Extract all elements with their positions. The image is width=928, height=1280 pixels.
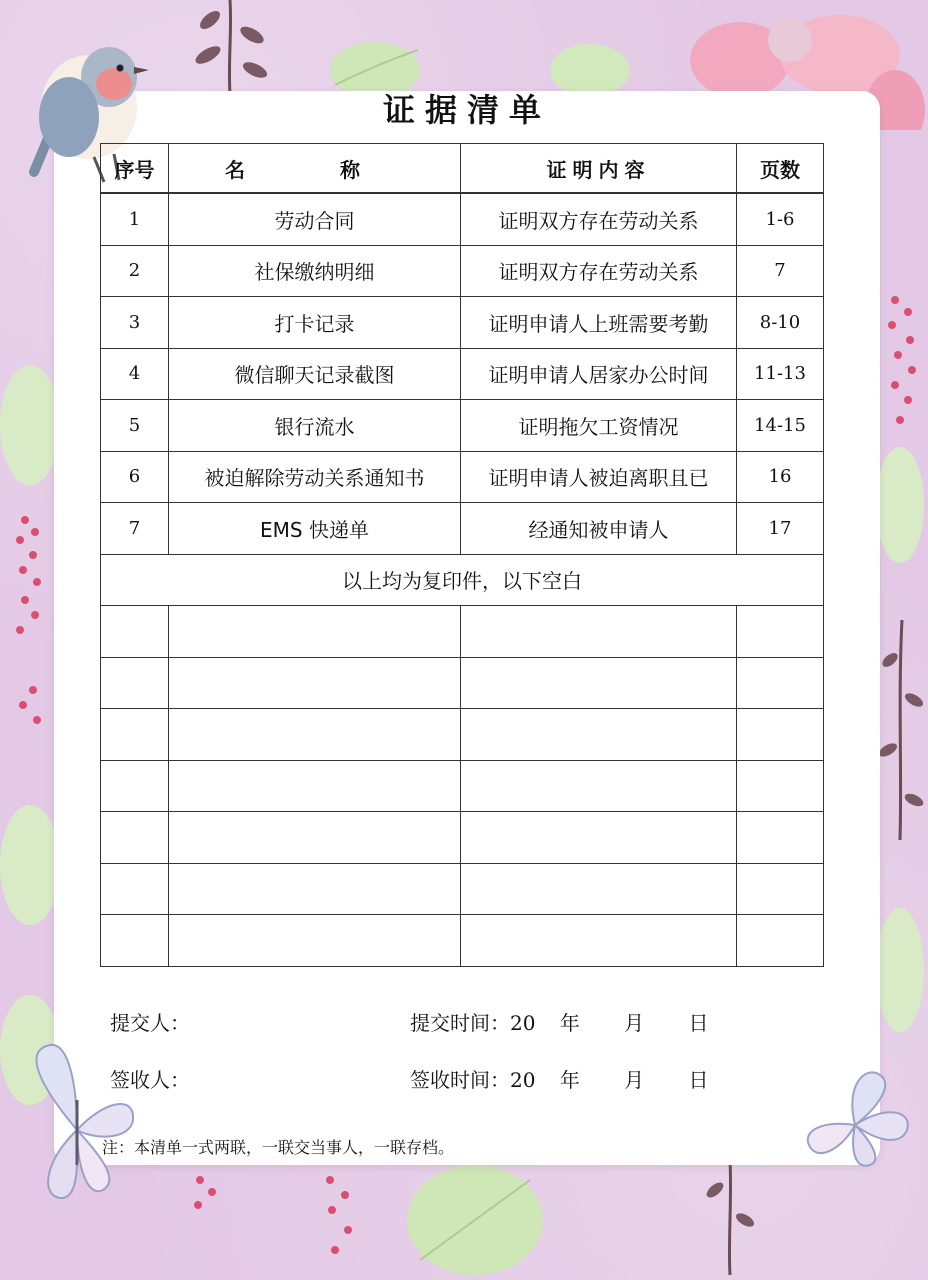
submit-time: [410, 1007, 709, 1036]
row-content: 证明拖欠工资情况: [461, 400, 737, 452]
row-no: 3: [101, 297, 169, 349]
empty-cell: [461, 657, 737, 709]
table-row: [101, 451, 824, 503]
berry-branch-left: [5, 510, 55, 740]
receiver-label: 签收人：: [110, 1068, 190, 1092]
submit-year-unit: 年: [559, 1011, 580, 1035]
table-row: [101, 194, 824, 246]
leaf-decoration-left-green: [0, 360, 54, 490]
empty-cell: [461, 915, 737, 967]
row-no: 2: [101, 245, 169, 297]
leaf-decoration-top-left: [170, 0, 290, 95]
leaf-decoration-right-green: [880, 440, 928, 570]
row-no: 1: [101, 194, 169, 246]
empty-cell: [169, 863, 461, 915]
row-no: 6: [101, 451, 169, 503]
receive-time-label: 签收时间：: [410, 1068, 510, 1092]
empty-cell: [737, 863, 824, 915]
receive-day-unit: 日: [688, 1068, 709, 1092]
empty-cell: [101, 760, 169, 812]
leaf-decoration-right-brown: [880, 620, 928, 840]
table-header-row: [101, 144, 824, 193]
row-content: 证明申请人上班需要考勤: [461, 297, 737, 349]
row-content: 证明申请人被迫离职且已: [461, 451, 737, 503]
empty-cell: [737, 657, 824, 709]
table-row: [101, 245, 824, 297]
row-name: 社保缴纳明细: [169, 245, 461, 297]
row-content: 经通知被申请人: [461, 503, 737, 555]
row-pages: 7: [737, 245, 824, 297]
empty-cell: [737, 915, 824, 967]
leaf-decoration-left-green-2: [0, 800, 54, 930]
empty-table-row: [101, 657, 824, 709]
empty-cell: [101, 606, 169, 658]
leaf-decoration-bottom-brown: [700, 1160, 760, 1275]
empty-cell: [461, 812, 737, 864]
empty-cell: [101, 812, 169, 864]
empty-cell: [461, 709, 737, 761]
receive-time: [410, 1064, 709, 1093]
evidence-table: [100, 143, 824, 967]
row-name: 劳动合同: [169, 194, 461, 246]
row-name: 银行流水: [169, 400, 461, 452]
header-pages: 页数: [737, 144, 824, 193]
row-content: 证明双方存在劳动关系: [461, 245, 737, 297]
row-pages: 16: [737, 451, 824, 503]
row-no: 7: [101, 503, 169, 555]
leaf-decoration-bottom: [400, 1160, 550, 1280]
row-content: 证明申请人居家办公时间: [461, 348, 737, 400]
header-no: 序号: [101, 144, 169, 193]
empty-cell: [101, 915, 169, 967]
empty-cell: [169, 606, 461, 658]
row-no: 5: [101, 400, 169, 452]
empty-table-row: [101, 709, 824, 761]
table-row: [101, 348, 824, 400]
berry-branch-bottom: [180, 1160, 410, 1275]
header-name: [169, 144, 461, 193]
table-note-row: [101, 554, 824, 606]
table-row: [101, 503, 824, 555]
submit-time-label: 提交时间：: [410, 1011, 510, 1035]
row-pages: 1-6: [737, 194, 824, 246]
row-name: EMS 快递单: [169, 503, 461, 555]
submit-year-prefix: 20: [510, 1011, 536, 1035]
submit-month-unit: 月: [624, 1011, 645, 1035]
empty-table-row: [101, 812, 824, 864]
row-content: 证明双方存在劳动关系: [461, 194, 737, 246]
empty-cell: [101, 863, 169, 915]
empty-cell: [461, 606, 737, 658]
row-pages: 8-10: [737, 297, 824, 349]
copy-note: 以上均为复印件，以下空白: [101, 554, 824, 606]
header-name-label: 名 称: [225, 157, 404, 182]
empty-cell: [101, 709, 169, 761]
row-name: 被迫解除劳动关系通知书: [169, 451, 461, 503]
empty-table-row: [101, 606, 824, 658]
empty-table-row: [101, 915, 824, 967]
empty-cell: [169, 657, 461, 709]
leaf-decoration-right-green-2: [880, 900, 928, 1040]
header-content: [461, 144, 737, 193]
berry-branch-right: [880, 290, 925, 440]
row-name: 打卡记录: [169, 297, 461, 349]
empty-cell: [169, 915, 461, 967]
receive-year-prefix: 20: [510, 1068, 536, 1092]
empty-cell: [461, 863, 737, 915]
receive-month-unit: 月: [624, 1068, 645, 1092]
empty-cell: [737, 709, 824, 761]
empty-cell: [737, 760, 824, 812]
empty-cell: [169, 760, 461, 812]
empty-cell: [101, 657, 169, 709]
table-row: [101, 400, 824, 452]
table-row: [101, 297, 824, 349]
empty-cell: [169, 812, 461, 864]
submit-day-unit: 日: [688, 1011, 709, 1035]
empty-table-row: [101, 863, 824, 915]
empty-cell: [169, 709, 461, 761]
empty-cell: [461, 760, 737, 812]
footnote: 注：本清单一式两联，一联交当事人，一联存档。: [102, 1138, 455, 1157]
row-pages: 14-15: [737, 400, 824, 452]
document-title: 证据清单: [382, 91, 551, 129]
empty-cell: [737, 812, 824, 864]
row-pages: 11-13: [737, 348, 824, 400]
header-content-label: 证明内容: [546, 157, 651, 182]
row-name: 微信聊天记录截图: [169, 348, 461, 400]
submitter-label: 提交人：: [110, 1011, 190, 1035]
row-no: 4: [101, 348, 169, 400]
empty-cell: [737, 606, 824, 658]
butterfly-icon-right: [795, 1065, 915, 1175]
empty-table-row: [101, 760, 824, 812]
receive-year-unit: 年: [559, 1068, 580, 1092]
row-pages: 17: [737, 503, 824, 555]
